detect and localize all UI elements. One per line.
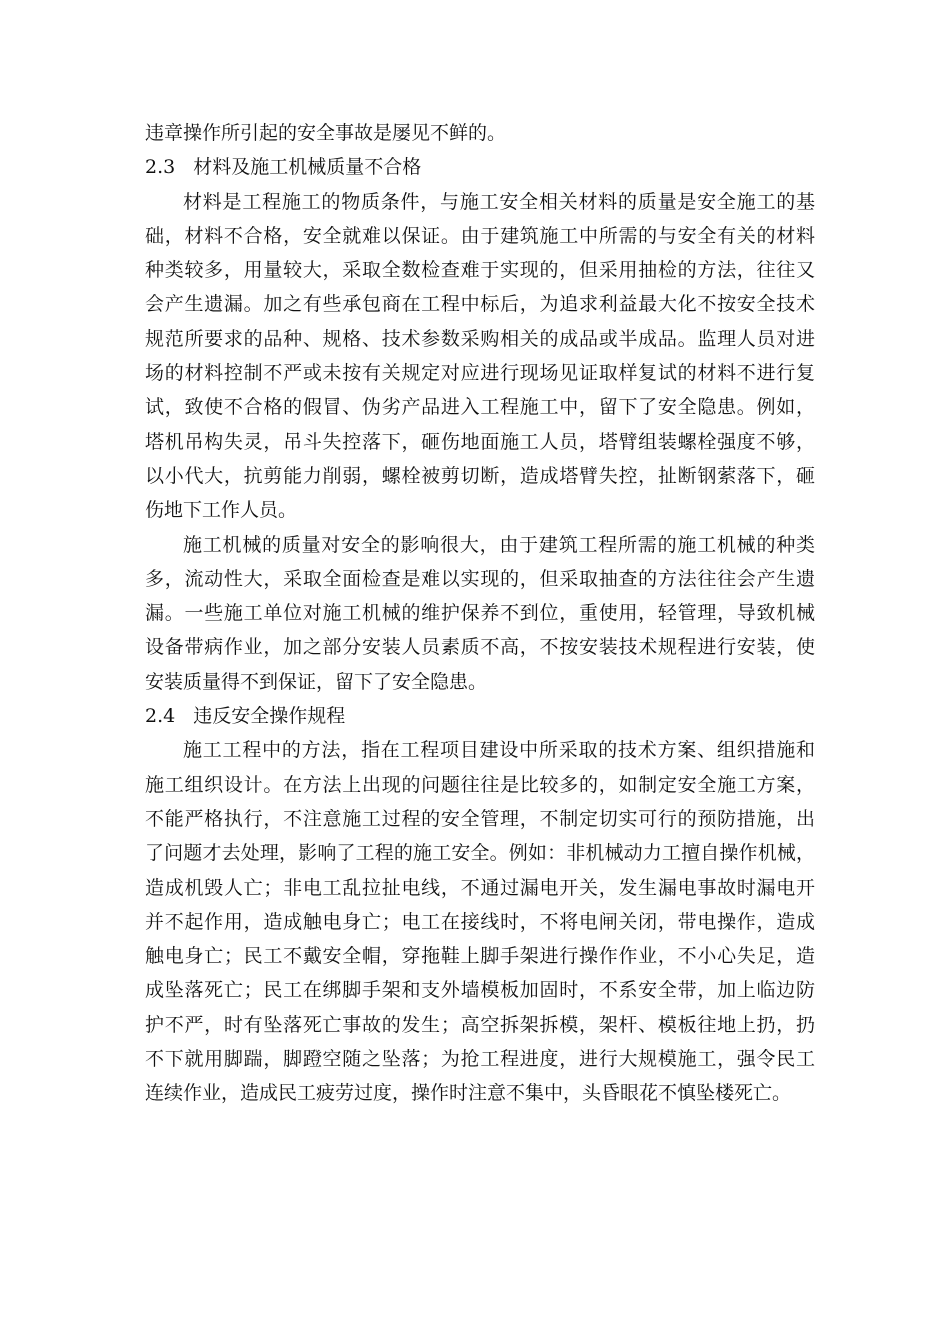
document-body [145,116,815,1111]
text-line: 规范所要求的品种、规格、技术参数采购相关的成品或半成品。监理人员对进 [145,327,815,350]
text-line: 安装质量得不到保证，留下了安全隐患。 [145,670,488,693]
text-line: 础，材料不合格，安全就难以保证。由于建筑施工中所需的与安全有关的材料 [145,224,815,247]
text-line: 触电身亡；民工不戴安全帽，穿拖鞋上脚手架进行操作作业，不小心失足，造 [145,945,815,968]
text-line: 材料是工程施工的物质条件，与施工安全相关材料的质量是安全施工的基 [183,190,815,213]
text-line: 漏。一些施工单位对施工机械的维护保养不到位，重使用，轻管理，导致机械 [145,602,815,625]
text-line: 不下就用脚踹，脚蹬空随之坠落；为抢工程进度，进行大规模施工，强令民工 [145,1048,815,1071]
text-line: 伤地下工作人员。 [145,499,298,522]
text-line: 施工组织设计。在方法上出现的问题往往是比较多的，如制定安全施工方案， [145,773,815,796]
text-line: 成坠落死亡；民工在绑脚手架和支外墙模板加固时，不系安全带，加上临边防 [145,979,815,1002]
text-line: 种类较多，用量较大，采取全数检查难于实现的，但采用抽检的方法，往往又 [145,259,815,282]
text-line: 施工工程中的方法，指在工程项目建设中所采取的技术方案、组织措施和 [183,739,815,762]
text-line: 护不严，时有坠落死亡事故的发生；高空拆架拆模，架杆、模板往地上扔，扔 [145,1013,815,1036]
text-line: 场的材料控制不严或未按有关规定对应进行现场见证取样复试的材料不进行复 [145,362,815,385]
section-heading [145,150,815,184]
paragraph [145,528,815,699]
text-line: 连续作业，造成民工疲劳过度，操作时注意不集中，头昏眼花不慎坠楼死亡。 [145,1082,792,1105]
section-heading [145,699,815,733]
section-number: 2.3 [145,156,176,179]
text-line: 试，致使不合格的假冒、伪劣产品进入工程施工中，留下了安全隐患。例如， [145,396,815,419]
paragraph [145,185,815,528]
text-line: 会产生遗漏。加之有些承包商在工程中标后，为追求利益最大化不按安全技术 [145,293,815,316]
text-line: 多，流动性大，采取全面检查是难以实现的，但采取抽查的方法往往会产生遗 [145,567,815,590]
text-line: 以小代大，抗剪能力削弱，螺栓被剪切断，造成塔臂失控，扯断钢萦落下，砸 [145,464,815,487]
text-line: 施工机械的质量对安全的影响很大，由于建筑工程所需的施工机械的种类 [183,533,815,556]
paragraph [145,116,815,150]
text-line: 塔机吊构失灵，吊斗失控落下，砸伤地面施工人员，塔臂组装螺栓强度不够， [145,430,815,453]
text-line: 并不起作用，造成触电身亡；电工在接线时，不将电闸关闭，带电操作，造成 [145,910,815,933]
text-line: 了问题才去处理，影响了工程的施工安全。例如：非机械动力工擅自操作机械， [145,842,815,865]
section-title: 违反安全操作规程 [193,705,346,728]
text-line: 造成机毁人亡；非电工乱拉扯电线，不通过漏电开关，发生漏电事故时漏电开 [145,876,815,899]
text-line: 违章操作所引起的安全事故是屡见不鲜的。 [145,122,507,144]
section-title: 材料及施工机械质量不合格 [193,156,422,179]
text-line: 设备带病作业，加之部分安装人员素质不高，不按安装技术规程进行安装，使 [145,636,815,659]
text-line: 不能严格执行，不注意施工过程的安全管理，不制定切实可行的预防措施，出 [145,807,815,830]
paragraph [145,733,815,1110]
section-number: 2.4 [145,705,176,728]
